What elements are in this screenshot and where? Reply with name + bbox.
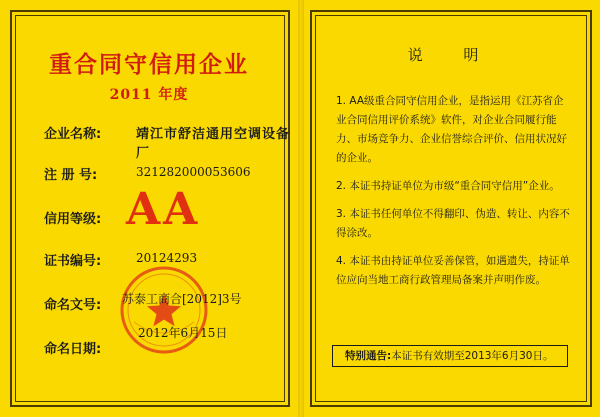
explanation-panel xyxy=(304,0,600,417)
explanation-list xyxy=(336,92,572,299)
special-notice-label: 特别通告: xyxy=(345,350,392,362)
special-notice-text: 本证书有效期至2013年6月30日。 xyxy=(391,350,554,362)
company-name-value: 靖江市舒洁通用空调设备厂 xyxy=(136,127,291,161)
certificate-number-value: 20124293 xyxy=(136,251,198,265)
registration-number-value: 321282000053606 xyxy=(136,165,251,179)
certificate-year: 2011 年度 xyxy=(109,87,189,103)
explanation-title: 说 明 xyxy=(407,46,497,64)
credit-grade-label: 信用等级: xyxy=(44,212,102,227)
special-notice-box xyxy=(332,345,568,367)
official-seal-icon xyxy=(118,264,210,356)
explanation-item: 2. 本证书持证单位为市级“重合同守信用”企业。 xyxy=(336,180,560,192)
explanation-item: 1. AA级重合同守信用企业，是指运用《江苏省企业合同信用评价系统》软件，对企业合同履行能力、市场竞争力、企业信誉综合评价、信用状况好的企业。 xyxy=(336,95,567,164)
certificate-front-panel xyxy=(0,0,298,417)
certificate-title: 重合同守信用企业 xyxy=(49,52,249,78)
registration-number-label: 注 册 号: xyxy=(44,168,98,183)
explanation-item: 3. 本证书任何单位不得翻印、伪造、转让、内容不得涂改。 xyxy=(336,208,570,239)
certificate-number-label: 证书编号: xyxy=(44,254,102,269)
naming-document-label: 命名文号: xyxy=(44,298,102,313)
naming-date-label: 命名日期: xyxy=(44,342,102,357)
naming-date-value: 2012年6月15日 xyxy=(138,326,228,340)
credit-grade-value: AA xyxy=(126,184,201,235)
explanation-item: 4. 本证书由持证单位妥善保管，如遇遗失，持证单位应向当地工商行政管理局备案并声明作废。 xyxy=(336,255,570,286)
naming-document-value: 苏泰工商合[2012]3号 xyxy=(122,292,242,306)
company-name-label: 企业名称: xyxy=(44,127,102,142)
